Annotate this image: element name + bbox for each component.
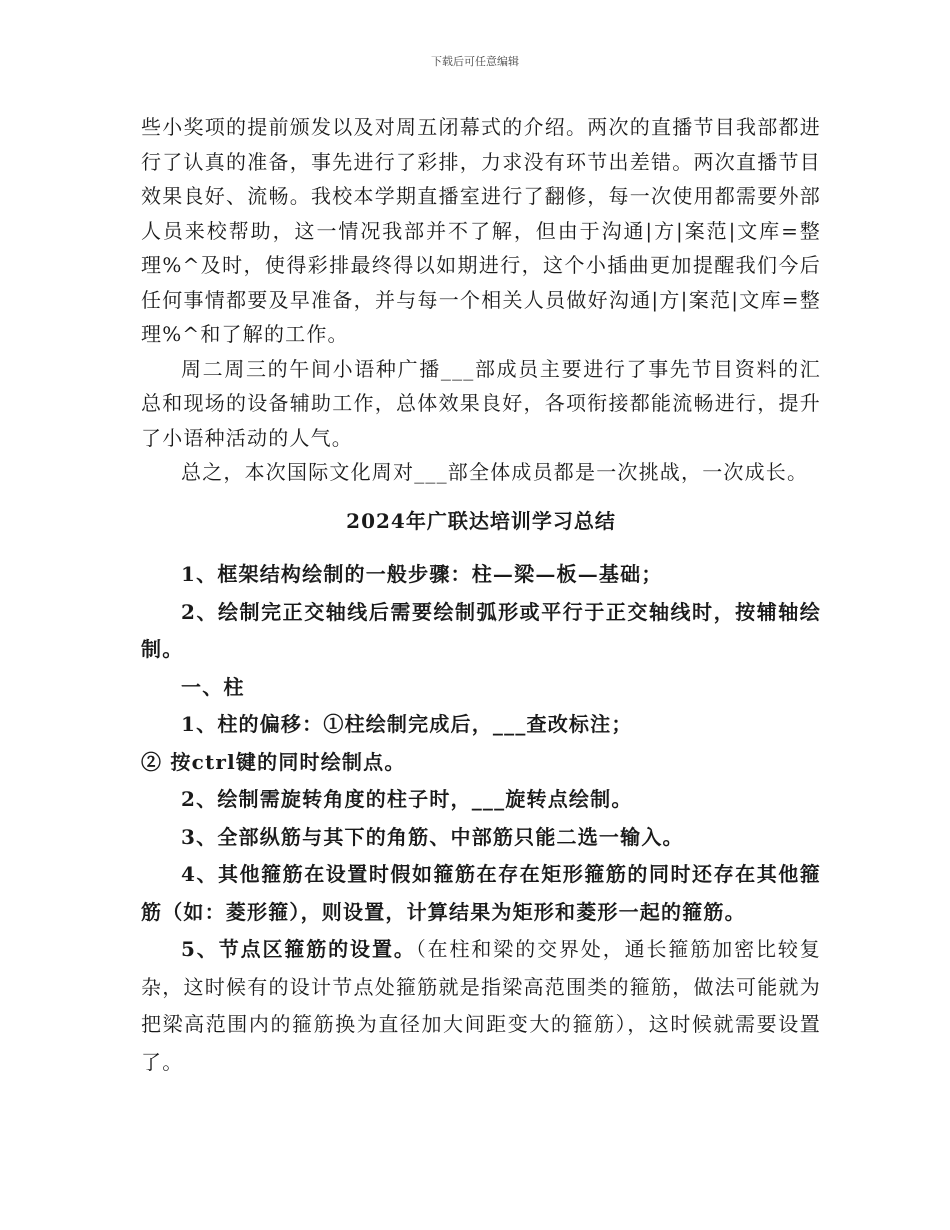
page-header: 下载后可任意编辑 — [431, 55, 519, 68]
section-heading: 一、柱 — [181, 674, 245, 699]
list-item — [141, 931, 821, 1081]
paragraph: 总之，本次国际文化周对___部全体成员都是一次挑战，一次成长。 — [181, 460, 809, 484]
section-title: 2024年广联达培训学习总结 — [346, 508, 616, 533]
list-item: 1、框架结构绘制的一般步骤：柱—梁—板—基础； — [181, 562, 663, 586]
list-item: 2、绘制完正交轴线后需要绘制弧形或平行于正交轴线时，按辅轴绘制。 — [141, 599, 821, 661]
item-body: （在柱和梁的交界处，通长箍筋加密比较复杂，这时候有的设计节点处箍筋就是指梁高范围类的箍筋，做法可能就为把梁高范围内的箍筋换为直径加大间距变大的箍筋），这时候就需要设置了。 — [141, 937, 821, 1074]
list-item: ② 按ctrl键的同时绘制点。 — [141, 749, 406, 774]
list-item: 1、柱的偏移：①柱绘制完成后，___查改标注； — [181, 712, 633, 736]
paragraph: 些小奖项的提前颁发以及对周五闭幕式的介绍。两次的直播节目我部都进行了认真的准备，事先进行了彩排，力求没有环节出差错。两次直播节目效果良好、流畅。我校本学期直播室进行了翻修，每一次使用都需要外部人员来校帮助，这一情况我部并不了解，但由于沟通|方|案范|文库=整理%^及时，使得彩排最终得以如期进行，这个小插曲更加提醒我们今后任何事情都要及早准备，并与每一个相关人员做好沟通|方|案范|文库=整理%^和了解的工作。 — [141, 115, 821, 346]
paragraph: 周二周三的午间小语种广播___部成员主要进行了事先节目资料的汇总和现场的设备辅助工作，总体效果良好，各项衔接都能流畅进行，提升了小语种活动的人气。 — [141, 356, 821, 450]
list-item: 3、全部纵筋与其下的角筋、中部筋只能二选一输入。 — [181, 824, 684, 849]
item-lead: 5、节点区箍筋的设置。 — [181, 937, 416, 961]
list-item: 2、绘制需旋转角度的柱子时，___旋转点绘制。 — [181, 787, 633, 811]
list-item: 4、其他箍筋在设置时假如箍筋在存在矩形箍筋的同时还存在其他箍筋（如：菱形箍），则设置，计算结果为矩形和菱形一起的箍筋。 — [141, 862, 821, 924]
document-body — [141, 110, 821, 1081]
